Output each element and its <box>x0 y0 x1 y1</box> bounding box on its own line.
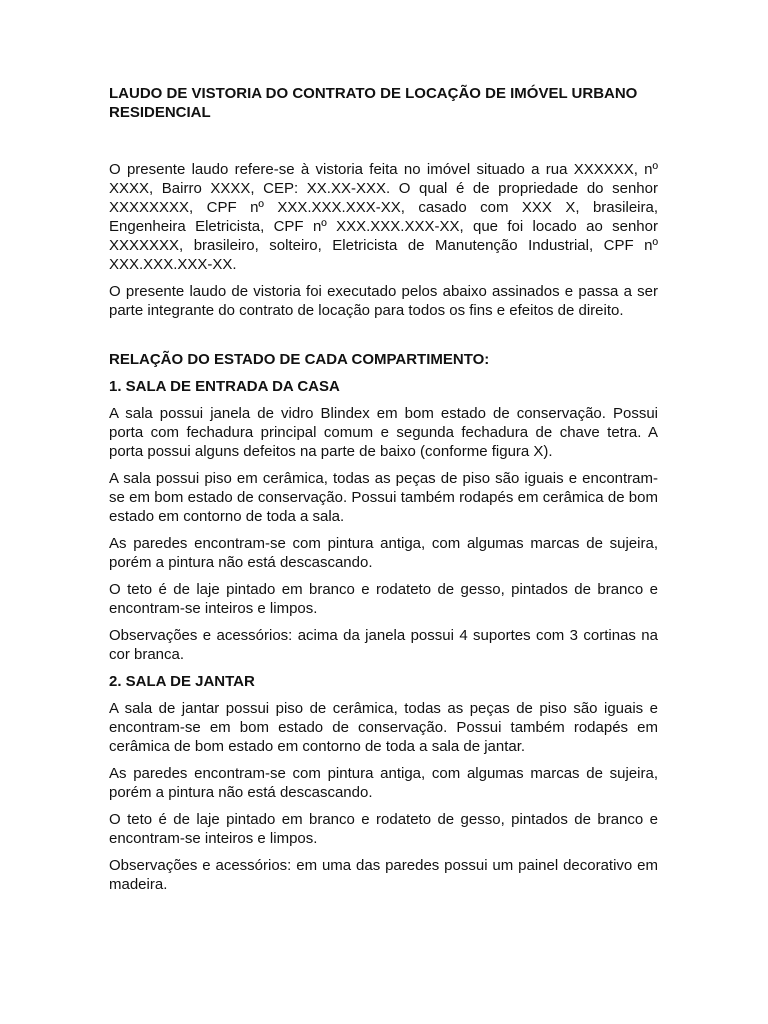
intro-section <box>109 160 658 320</box>
intro-paragraph: O presente laudo refere-se à vistoria feita no imóvel situado a rua XXXXXX, nº XXXX, Bairro XXXX, CEP: XX.XX-XXX. O qual é de propriedade do senhor XXXXXXXX, CPF nº XXX.XXX.XXX-XX, casado com XXX X, brasileira, Engenheira Eletricista, CPF nº XXX.XXX.XXX-XX, que foi locado ao senhor XXXXXXX, brasileiro, solteiro, Eletricista de Manutenção Industrial, CPF nº XXX.XXX.XXX-XX. <box>109 161 658 273</box>
document-title: LAUDO DE VISTORIA DO CONTRATO DE LOCAÇÃO DE IMÓVEL URBANO RESIDENCIAL <box>109 85 638 121</box>
relacao-heading: RELAÇÃO DO ESTADO DE CADA COMPARTIMENTO: <box>109 351 490 368</box>
document-page <box>109 84 658 902</box>
section-heading: 1. SALA DE ENTRADA DA CASA <box>109 378 340 395</box>
section-paragraph: A sala de jantar possui piso de cerâmica, todas as peças de piso são iguais e encontram-se em bom estado de conservação. Possui também rodapés em cerâmica de bom estado em contorno de toda a sala de jantar. <box>109 700 658 755</box>
section-paragraph: As paredes encontram-se com pintura antiga, com algumas marcas de sujeira, porém a pintura não está descascando. <box>109 535 658 571</box>
section-paragraph: O teto é de laje pintado em branco e rodateto de gesso, pintados de branco e encontram-se inteiros e limpos. <box>109 581 658 617</box>
section-paragraph: O teto é de laje pintado em branco e rodateto de gesso, pintados de branco e encontram-se inteiros e limpos. <box>109 811 658 847</box>
intro-paragraph: O presente laudo de vistoria foi executado pelos abaixo assinados e passa a ser parte integrante do contrato de locação para todos os fins e efeitos de direito. <box>109 283 658 319</box>
section-paragraph: A sala possui janela de vidro Blindex em bom estado de conservação. Possui porta com fechadura principal comum e segunda fechadura de chave tetra. A porta possui alguns defeitos na parte de baixo (conforme figura X). <box>109 405 658 460</box>
section-paragraph: As paredes encontram-se com pintura antiga, com algumas marcas de sujeira, porém a pintura não está descascando. <box>109 765 658 801</box>
section-paragraph: Observações e acessórios: acima da janela possui 4 suportes com 3 cortinas na cor branca. <box>109 627 658 663</box>
section-heading: 2. SALA DE JANTAR <box>109 673 255 690</box>
section-sala-jantar <box>109 672 658 894</box>
section-paragraph: Observações e acessórios: em uma das paredes possui um painel decorativo em madeira. <box>109 857 658 893</box>
section-paragraph: A sala possui piso em cerâmica, todas as peças de piso são iguais e encontram-se em bom estado de conservação. Possui também rodapés em cerâmica de bom estado em contorno de toda a sala. <box>109 470 658 525</box>
section-sala-entrada <box>109 377 658 664</box>
